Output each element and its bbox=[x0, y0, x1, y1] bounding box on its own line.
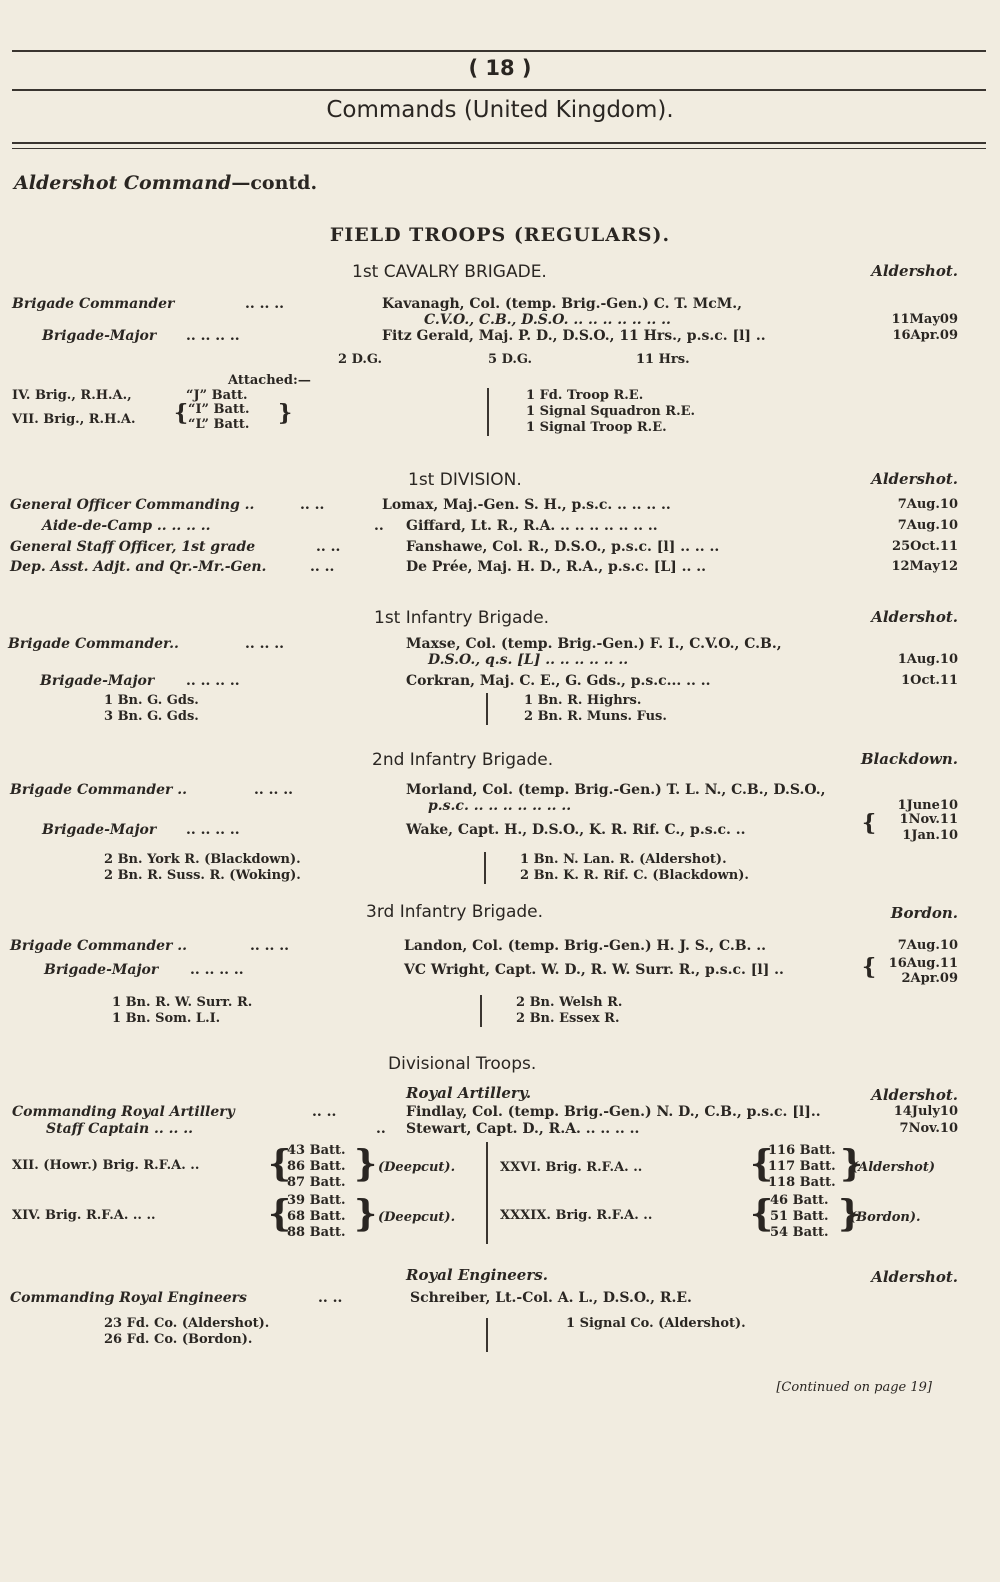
leader-dots: .. .. bbox=[312, 1104, 337, 1120]
appointment-date: 1June10 bbox=[897, 798, 958, 813]
brace: { bbox=[750, 1143, 774, 1185]
unit: 1 Bn. N. Lan. R. (Aldershot). bbox=[520, 852, 727, 867]
officer-name: Wake, Capt. H., D.S.O., K. R. Rif. C., p.s.c. .. bbox=[406, 822, 746, 838]
brace: } bbox=[354, 1193, 378, 1235]
battery: 68 Batt. bbox=[287, 1209, 346, 1224]
subsection-title: Royal Artillery. bbox=[406, 1084, 532, 1102]
battery: 88 Batt. bbox=[287, 1225, 346, 1240]
unit: 26 Fd. Co. (Bordon). bbox=[104, 1332, 253, 1347]
appointment-date: 16Aug.11 bbox=[888, 956, 958, 971]
leader-dots: .. .. .. bbox=[245, 636, 284, 652]
rule bbox=[12, 89, 986, 91]
station: (Aldershot) bbox=[852, 1160, 935, 1175]
battery: “I” Batt. bbox=[188, 402, 250, 417]
section-location: Aldershot. bbox=[871, 608, 958, 626]
unit: 2 Bn. R. Muns. Fus. bbox=[524, 709, 667, 724]
main-heading: FIELD TROOPS (REGULARS). bbox=[329, 224, 671, 246]
unit: 2 Bn. Welsh R. bbox=[516, 995, 623, 1010]
unit: 2 Bn. R. Suss. R. (Woking). bbox=[104, 868, 301, 883]
officer-name: Findlay, Col. (temp. Brig.-Gen.) N. D., C.B., p.s.c. [l].. bbox=[406, 1104, 821, 1120]
leader-dots: .. .. .. bbox=[250, 938, 289, 954]
unit: 1 Bn. R. W. Surr. R. bbox=[112, 995, 253, 1010]
section-title: 1st Infantry Brigade. bbox=[374, 608, 550, 628]
officer-name-cont: D.S.O., q.s. [L] .. .. .. .. .. .. bbox=[428, 652, 629, 668]
station: (Deepcut). bbox=[378, 1210, 456, 1225]
appointment-label: Brigade-Major bbox=[42, 328, 157, 344]
officer-name: Corkran, Maj. C. E., G. Gds., p.s.c... .. .. bbox=[406, 673, 711, 689]
brace: { bbox=[862, 810, 877, 836]
appointment-date: 12May12 bbox=[891, 559, 958, 574]
leader-dots: .. bbox=[376, 1121, 386, 1137]
officer-name: Schreiber, Lt.-Col. A. L., D.S.O., R.E. bbox=[410, 1290, 692, 1306]
page-title: Commands (United Kingdom). bbox=[326, 97, 674, 123]
appointment-label: Staff Captain .. .. .. bbox=[46, 1121, 194, 1137]
section-location: Blackdown. bbox=[860, 750, 958, 768]
subsection-title: Royal Engineers. bbox=[406, 1266, 548, 1284]
officer-name: Lomax, Maj.-Gen. S. H., p.s.c. .. .. .. .. bbox=[382, 497, 671, 513]
appointment-date: 1Aug.10 bbox=[897, 652, 958, 667]
unit: 2 Bn. K. R. Rif. C. (Blackdown). bbox=[520, 868, 749, 883]
officer-name: Fanshawe, Col. R., D.S.O., p.s.c. [l] .. .. .. bbox=[406, 539, 720, 555]
unit: 3 Bn. G. Gds. bbox=[104, 709, 199, 724]
section-title: 1st DIVISION. bbox=[408, 470, 522, 490]
battery: 46 Batt. bbox=[770, 1193, 829, 1208]
leader-dots: .. .. bbox=[300, 497, 325, 513]
divider bbox=[487, 388, 489, 436]
divider bbox=[480, 995, 482, 1027]
regiment: 2 D.G. bbox=[338, 352, 383, 367]
unit: IV. Brig., R.H.A., bbox=[12, 388, 132, 403]
appointment-label: Brigade Commander bbox=[12, 296, 175, 312]
leader-dots: .. .. bbox=[316, 539, 341, 555]
rule bbox=[12, 142, 986, 144]
leader-dots: .. .. .. .. bbox=[186, 673, 240, 689]
appointment-label: Aide-de-Camp .. .. .. .. bbox=[42, 518, 211, 534]
leader-dots: .. .. .. .. bbox=[186, 822, 240, 838]
leader-dots: .. bbox=[374, 518, 384, 534]
appointment-label: Brigade-Major bbox=[44, 962, 159, 978]
appointment-label: Brigade Commander.. bbox=[8, 636, 179, 652]
unit: 1 Fd. Troop R.E. bbox=[526, 388, 644, 403]
leader-dots: .. .. .. .. bbox=[190, 962, 244, 978]
leader-dots: .. .. bbox=[318, 1290, 343, 1306]
appointment-label: Dep. Asst. Adjt. and Qr.-Mr.-Gen. bbox=[10, 559, 267, 575]
officer-name: Maxse, Col. (temp. Brig.-Gen.) F. I., C.V.O., C.B., bbox=[406, 636, 782, 652]
appointment-label: Commanding Royal Engineers bbox=[10, 1290, 247, 1306]
appointment-date: 2Apr.09 bbox=[901, 971, 958, 986]
divider bbox=[486, 1142, 488, 1244]
artillery-brigade: XIV. Brig. R.F.A. .. .. bbox=[12, 1208, 156, 1223]
battery: “J” Batt. bbox=[186, 388, 248, 403]
unit: 1 Signal Squadron R.E. bbox=[526, 404, 696, 419]
officer-name: Fitz Gerald, Maj. P. D., D.S.O., 11 Hrs., p.s.c. [l] .. bbox=[382, 328, 766, 344]
unit: 1 Bn. R. Highrs. bbox=[524, 693, 642, 708]
artillery-brigade: XII. (Howr.) Brig. R.F.A. .. bbox=[12, 1158, 200, 1173]
appointment-label: Brigade Commander .. bbox=[10, 938, 188, 954]
artillery-brigade: XXVI. Brig. R.F.A. .. bbox=[500, 1160, 643, 1175]
page-number: ( 18 ) bbox=[468, 56, 532, 80]
top-rule bbox=[12, 50, 986, 52]
unit: 2 Bn. Essex R. bbox=[516, 1011, 620, 1026]
appointment-label: General Officer Commanding .. bbox=[10, 497, 255, 513]
section-title: 1st CAVALRY BRIGADE. bbox=[352, 262, 547, 282]
unit: 1 Bn. G. Gds. bbox=[104, 693, 199, 708]
appointment-date: 7Aug.10 bbox=[897, 518, 958, 533]
section-location: Aldershot. bbox=[871, 470, 958, 488]
leader-dots: .. .. .. .. bbox=[186, 328, 240, 344]
brace: { bbox=[268, 1193, 292, 1235]
brace: { bbox=[268, 1143, 292, 1185]
divider bbox=[486, 1318, 488, 1352]
section-location: Aldershot. bbox=[871, 262, 958, 280]
regiment: 11 Hrs. bbox=[636, 352, 690, 367]
appointment-date: 7Aug.10 bbox=[897, 938, 958, 953]
unit: 2 Bn. York R. (Blackdown). bbox=[104, 852, 301, 867]
appointment-date: 7Aug.10 bbox=[897, 497, 958, 512]
leader-dots: .. .. .. bbox=[245, 296, 284, 312]
battery: 54 Batt. bbox=[770, 1225, 829, 1240]
section-title: Divisional Troops. bbox=[388, 1054, 537, 1074]
unit: 1 Signal Co. (Aldershot). bbox=[566, 1316, 746, 1331]
officer-name: Kavanagh, Col. (temp. Brig.-Gen.) C. T. McM., bbox=[382, 296, 742, 312]
officer-name: Landon, Col. (temp. Brig.-Gen.) H. J. S., C.B. .. bbox=[404, 938, 767, 954]
section-location: Bordon. bbox=[890, 904, 958, 922]
officer-name: Morland, Col. (temp. Brig.-Gen.) T. L. N., C.B., D.S.O., bbox=[406, 782, 826, 798]
appointment-date: 25Oct.11 bbox=[892, 539, 958, 554]
appointment-date: 7Nov.10 bbox=[899, 1121, 958, 1136]
officer-name-cont: p.s.c. .. .. .. .. .. .. .. bbox=[428, 798, 572, 814]
attached-label: Attached:— bbox=[228, 373, 311, 388]
appointment-label: Brigade Commander .. bbox=[10, 782, 188, 798]
appointment-date: 14July10 bbox=[893, 1104, 958, 1119]
appointment-date: 16Apr.09 bbox=[892, 328, 958, 343]
battery: 118 Batt. bbox=[768, 1175, 836, 1190]
appointment-date: 11May09 bbox=[891, 312, 958, 327]
battery: 43 Batt. bbox=[287, 1143, 346, 1158]
brace: { bbox=[750, 1193, 774, 1235]
leader-dots: .. .. bbox=[310, 559, 335, 575]
officer-name-cont: C.V.O., C.B., D.S.O. .. .. .. .. .. .. .. bbox=[424, 312, 671, 328]
unit: 1 Bn. Som. L.I. bbox=[112, 1011, 221, 1026]
appointment-date: 1Nov.11 bbox=[899, 812, 958, 827]
leader-dots: .. .. .. bbox=[254, 782, 293, 798]
battery: 87 Batt. bbox=[287, 1175, 346, 1190]
battery: 116 Batt. bbox=[768, 1143, 836, 1158]
section-location: Aldershot. bbox=[871, 1268, 958, 1286]
unit: VII. Brig., R.H.A. bbox=[12, 412, 136, 427]
regiment: 5 D.G. bbox=[488, 352, 533, 367]
officer-name: De Prée, Maj. H. D., R.A., p.s.c. [L] .. .. bbox=[406, 559, 707, 575]
brace: } bbox=[354, 1143, 378, 1185]
divider bbox=[484, 852, 486, 884]
battery: “L” Batt. bbox=[188, 417, 250, 432]
battery: 117 Batt. bbox=[768, 1159, 836, 1174]
battery: 86 Batt. bbox=[287, 1159, 346, 1174]
divider bbox=[486, 693, 488, 725]
officer-name: VC Wright, Capt. W. D., R. W. Surr. R., p.s.c. [l] .. bbox=[404, 962, 784, 978]
section-title: 3rd Infantry Brigade. bbox=[366, 902, 544, 922]
brace: } bbox=[278, 400, 293, 426]
command-heading: Aldershot Command—contd. bbox=[14, 172, 318, 194]
appointment-date: 1Jan.10 bbox=[902, 828, 958, 843]
battery: 51 Batt. bbox=[770, 1209, 829, 1224]
appointment-label: Brigade-Major bbox=[40, 673, 155, 689]
rule bbox=[12, 148, 986, 149]
artillery-brigade: XXXIX. Brig. R.F.A. .. bbox=[500, 1208, 653, 1223]
appointment-label: Commanding Royal Artillery bbox=[12, 1104, 235, 1120]
appointment-label: Brigade-Major bbox=[42, 822, 157, 838]
unit: 23 Fd. Co. (Aldershot). bbox=[104, 1316, 270, 1331]
unit: 1 Signal Troop R.E. bbox=[526, 420, 667, 435]
brace: { bbox=[174, 400, 189, 426]
section-location: Aldershot. bbox=[871, 1086, 958, 1104]
brace: } bbox=[838, 1193, 862, 1235]
appointment-date: 1Oct.11 bbox=[901, 673, 958, 688]
station: (Deepcut). bbox=[378, 1160, 456, 1175]
battery: 39 Batt. bbox=[287, 1193, 346, 1208]
continued-note: [Continued on page 19] bbox=[776, 1380, 932, 1395]
section-title: 2nd Infantry Brigade. bbox=[372, 750, 554, 770]
brace: } bbox=[840, 1143, 864, 1185]
officer-name: Stewart, Capt. D., R.A. .. .. .. .. bbox=[406, 1121, 640, 1137]
appointment-label: General Staff Officer, 1st grade bbox=[10, 539, 256, 555]
officer-name: Giffard, Lt. R., R.A. .. .. .. .. .. .. .. bbox=[406, 518, 658, 534]
station: (Bordon). bbox=[850, 1210, 921, 1225]
brace: { bbox=[862, 954, 877, 980]
